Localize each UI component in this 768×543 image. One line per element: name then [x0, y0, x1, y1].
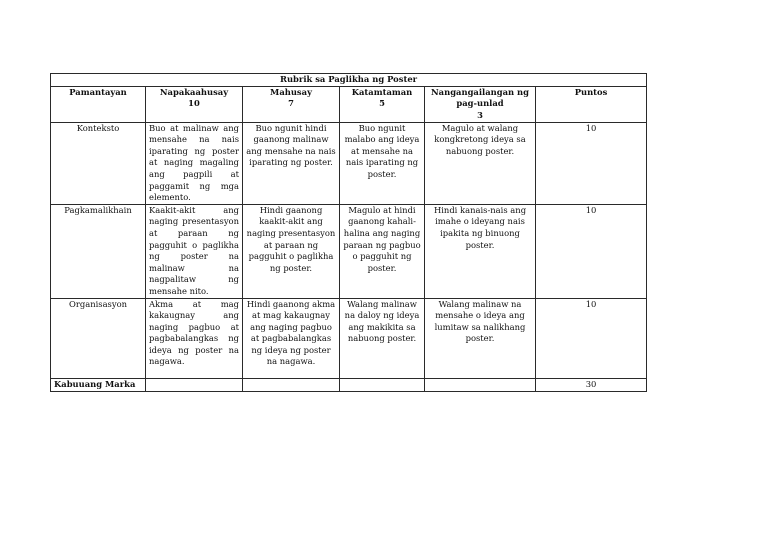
- rubric-table: [50, 73, 647, 392]
- header-label: Pamantayan: [69, 86, 127, 97]
- score-cell: 10: [536, 204, 647, 298]
- total-score-cell: 30: [536, 378, 647, 391]
- header-mahusay: [243, 86, 340, 122]
- descriptor-cell: Walang malinaw na daloy ng ideya ang makikita sa nabuong poster.: [340, 298, 425, 378]
- header-katamtaman: [340, 86, 425, 122]
- header-label: Nangangailangan ng pag-unlad: [431, 86, 529, 109]
- score-cell: 10: [536, 298, 647, 378]
- descriptor-cell: Walang malinaw na mensahe o ideya ang lumitaw sa nalikhang poster.: [425, 298, 536, 378]
- header-pag-unlad: [425, 86, 536, 122]
- header-napakahusay: [146, 86, 243, 122]
- header-points: 5: [379, 98, 385, 109]
- descriptor-cell: Hindi gaanong akma at mag kakaugnay ang naging pagbuo at pagbabalangkas ng ideya ng poster na nagawa.: [243, 298, 340, 378]
- header-label: Puntos: [574, 86, 608, 97]
- descriptor-cell: Buo ngunit malabo ang ideya at mensahe na nais iparating ng poster.: [340, 122, 425, 204]
- empty-cell: [425, 378, 536, 391]
- table-title: Rubrik sa Paglikha ng Poster: [51, 74, 647, 87]
- descriptor-cell: Kaakit-akit ang naging presentasyon at paraan ng pagguhit o paglikha ng poster na malinaw na nagpalitaw ng mensahe nito.: [146, 204, 243, 298]
- header-row: [51, 86, 647, 122]
- total-label: Kabuuang Marka: [51, 378, 146, 391]
- table-row: [51, 298, 647, 378]
- table-row: [51, 122, 647, 204]
- header-points: 10: [188, 98, 200, 109]
- header-pamantayan: [51, 86, 146, 122]
- header-puntos: [536, 86, 647, 122]
- descriptor-cell: Buo ngunit hindi gaanong malinaw ang mensahe na nais iparating ng poster.: [243, 122, 340, 204]
- header-points: 3: [477, 109, 483, 120]
- header-label: Napakaahusay: [159, 86, 229, 97]
- descriptor-cell: Buo at malinaw ang mensahe na nais iparating ng poster at naging magaling ang pagpili at paggamit ng mga elemento.: [146, 122, 243, 204]
- descriptor-cell: Magulo at walang kongkretong ideya sa nabuong poster.: [425, 122, 536, 204]
- header-label: Mahusay: [270, 86, 312, 97]
- score-cell: 10: [536, 122, 647, 204]
- descriptor-cell: Magulo at hindi gaanong kahali-halina ang naging paraan ng pagbuo o pagguhit ng poster.: [340, 204, 425, 298]
- total-row: [51, 378, 647, 391]
- empty-cell: [146, 378, 243, 391]
- header-label: Katamtaman: [351, 86, 413, 97]
- criterion-cell: Pagkamalikhain: [51, 204, 146, 298]
- criterion-cell: Organisasyon: [51, 298, 146, 378]
- descriptor-cell: Hindi gaanong kaakit-akit ang naging presentasyon at paraan ng pagguhit o paglikha ng poster.: [243, 204, 340, 298]
- descriptor-cell: Akma at mag kakaugnay ang naging pagbuo at pagbabalangkas ng ideya ng poster na nagawa.: [146, 298, 243, 378]
- empty-cell: [243, 378, 340, 391]
- criterion-cell: Konteksto: [51, 122, 146, 204]
- descriptor-cell: Hindi kanais-nais ang imahe o ideyang nais ipakita ng binuong poster.: [425, 204, 536, 298]
- table-row: [51, 204, 647, 298]
- empty-cell: [340, 378, 425, 391]
- header-points: 7: [288, 98, 294, 109]
